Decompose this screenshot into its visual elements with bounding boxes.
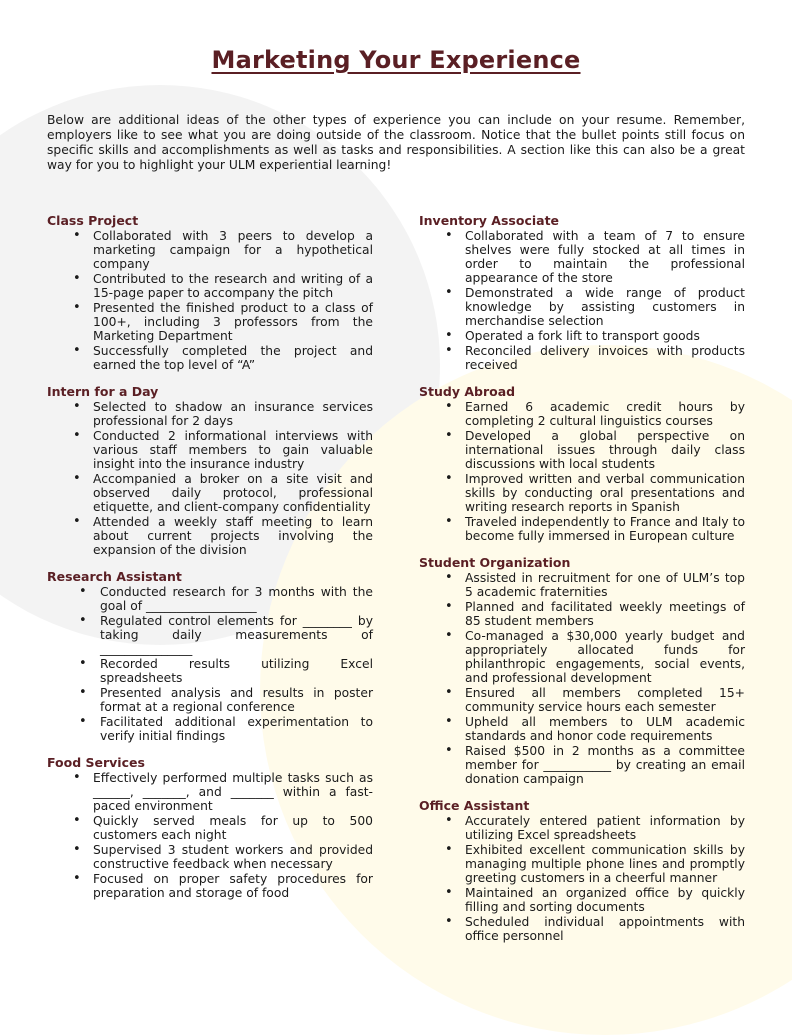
section-title: Class Project [47,213,139,228]
list-item: • Recorded results utilizing Excel spreadsheets [47,657,373,685]
bullet-list [419,229,745,372]
list-item: • Traveled independently to France and Italy to become fully immersed in European culture [419,515,745,543]
list-item: • Facilitated additional experimentation to verify initial findings [47,715,373,743]
bullet-list [47,585,373,743]
section-research-assistant [47,569,373,743]
list-item: • Exhibited excellent communication skills by managing multiple phone lines and promptly greeting customers in a cheerful manner [419,843,745,885]
list-item: • Demonstrated a wide range of product knowledge by assisting customers in merchandise selection [419,286,745,328]
section-study-abroad [419,384,745,543]
section-title: Study Abroad [419,384,516,399]
list-item: • Collaborated with 3 peers to develop a marketing campaign for a hypothetical company [47,229,373,271]
right-column [419,213,745,943]
bullet-list [419,571,745,786]
section-title: Research Assistant [47,569,182,584]
page-title: Marketing Your Experience [211,46,581,74]
list-item: • Effectively performed multiple tasks such as ______, _______, and _______ within a fast-paced environment [47,771,373,813]
list-item: • Successfully completed the project and earned the top level of “A” [47,344,373,372]
list-item: • Reconciled delivery invoices with products received [419,344,745,372]
list-item: • Improved written and verbal communication skills by conducting oral presentations and writing research reports in Spanish [419,472,745,514]
list-item: • Quickly served meals for up to 500 customers each night [47,814,373,842]
list-item: • Conducted research for 3 months with the goal of __________________ [47,585,373,613]
list-item: • Accompanied a broker on a site visit and observed daily protocol, professional etiquette, and client-company confidentiality [47,472,373,514]
section-inventory-associate [419,213,745,372]
list-item: • Focused on proper safety procedures for preparation and storage of food [47,872,373,900]
list-item: • Accurately entered patient information by utilizing Excel spreadsheets [419,814,745,842]
list-item: • Conducted 2 informational interviews with various staff members to gain valuable insight into the insurance industry [47,429,373,471]
list-item: • Upheld all members to ULM academic standards and honor code requirements [419,715,745,743]
section-title: Food Services [47,755,145,770]
section-title: Office Assistant [419,798,530,813]
bullet-list [47,229,373,372]
list-item: • Earned 6 academic credit hours by completing 2 cultural linguistics courses [419,400,745,428]
list-item: • Presented the finished product to a class of 100+, including 3 professors from the Marketing Department [47,301,373,343]
section-class-project [47,213,373,372]
list-item: • Collaborated with a team of 7 to ensure shelves were fully stocked at all times in order to maintain the professional appearance of the store [419,229,745,285]
list-item: • Operated a fork lift to transport goods [419,329,745,343]
list-item: • Regulated control elements for ________ by taking daily measurements of _______________ [47,614,373,656]
intro-paragraph: Below are additional ideas of the other types of experience you can include on your resume. Remember, employers like to see what you are doing outside of the classroom. Notice that the bullet points still focus on specific skills and accomplishments as well as tasks and responsibilities. A section like this can also be a great way for you to highlight your ULM experiential learning! [47,113,745,172]
section-title: Inventory Associate [419,213,560,228]
list-item: • Selected to shadow an insurance services professional for 2 days [47,400,373,428]
bullet-list [47,400,373,557]
list-item: • Scheduled individual appointments with office personnel [419,915,745,943]
section-food-services [47,755,373,900]
left-column [47,213,373,900]
list-item: • Planned and facilitated weekly meetings of 85 student members [419,600,745,628]
list-item: • Contributed to the research and writing of a 15-page paper to accompany the pitch [47,272,373,300]
list-item: • Attended a weekly staff meeting to learn about current projects involving the expansion of the division [47,515,373,557]
bullet-list [419,814,745,943]
bullet-list [47,771,373,900]
section-student-organization [419,555,745,786]
list-item: • Ensured all members completed 15+ community service hours each semester [419,686,745,714]
list-item: • Raised $500 in 2 months as a committee member for ___________ by creating an email donation campaign [419,744,745,786]
section-title: Student Organization [419,555,571,570]
bullet-list [419,400,745,543]
list-item: • Presented analysis and results in poster format at a regional conference [47,686,373,714]
section-office-assistant [419,798,745,943]
list-item: • Co-managed a $30,000 yearly budget and appropriately allocated funds for philanthropic engagements, social events, and professional development [419,629,745,685]
list-item: • Assisted in recruitment for one of ULM’s top 5 academic fraternities [419,571,745,599]
section-intern-for-a-day [47,384,373,557]
section-title: Intern for a Day [47,384,159,399]
list-item: • Supervised 3 student workers and provided constructive feedback when necessary [47,843,373,871]
list-item: • Developed a global perspective on international issues through daily class discussions with local students [419,429,745,471]
list-item: • Maintained an organized office by quickly filling and sorting documents [419,886,745,914]
